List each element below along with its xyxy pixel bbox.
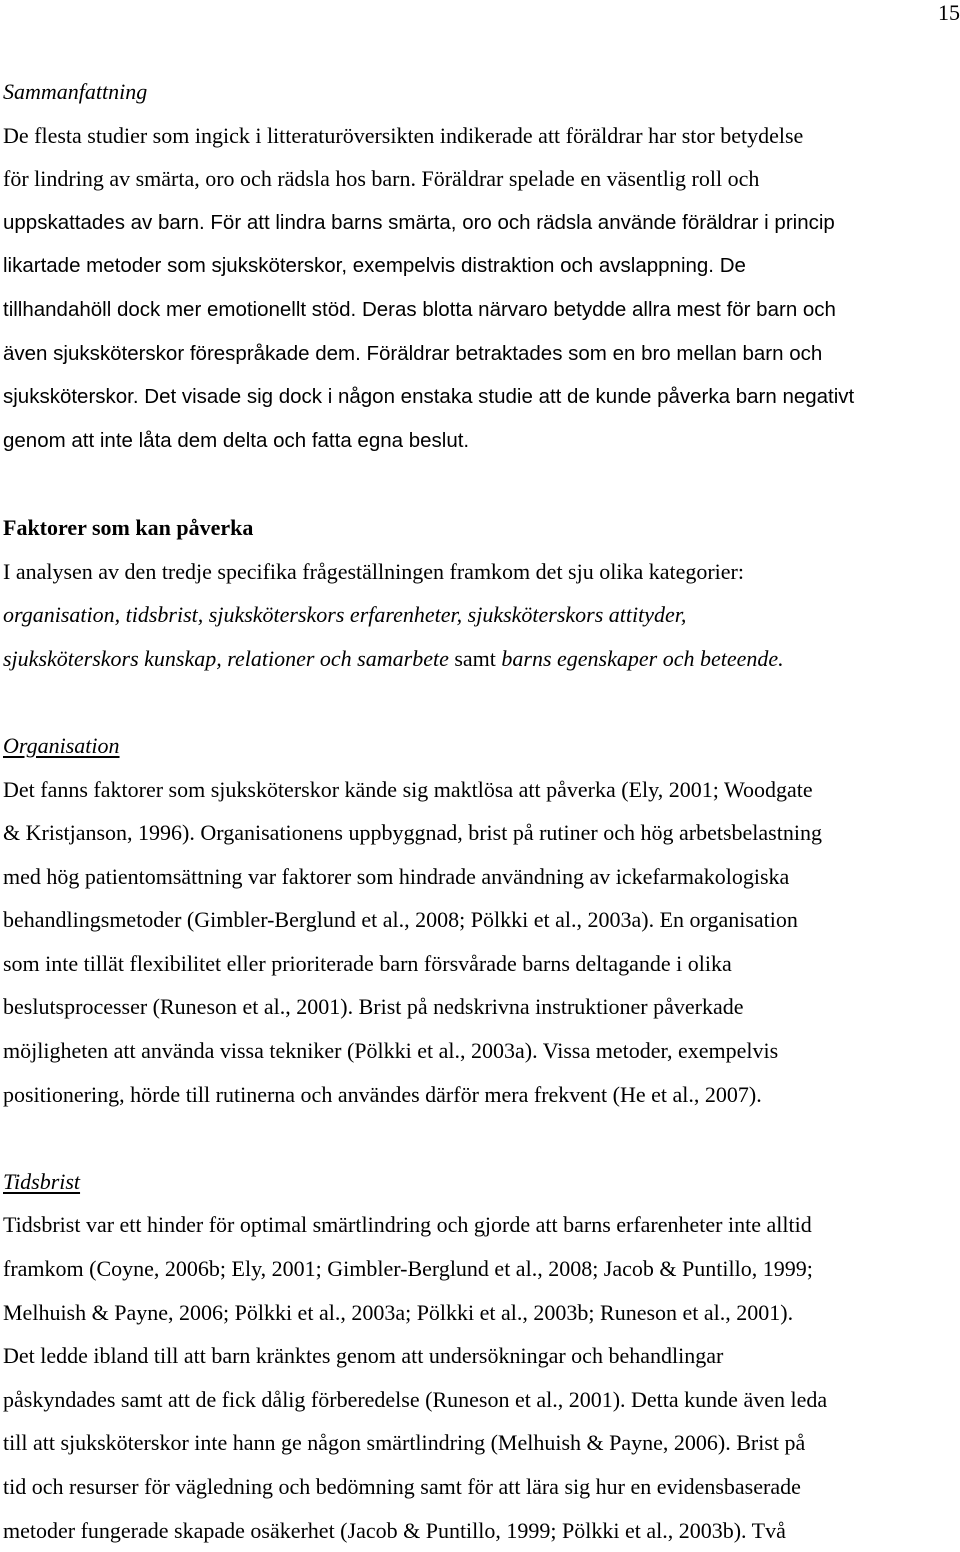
factors-categories: sjuksköterskors kunskap, relationer och samarbete: [3, 645, 449, 671]
factors-line: [3, 593, 960, 637]
summary-line: genom att inte låta dem delta och fatta egna beslut.: [3, 428, 470, 452]
spacer: [3, 462, 960, 506]
summary-heading: Sammanfattning: [3, 79, 148, 104]
tidsbrist-line: påskyndades samt att de fick dålig förberedelse (Runeson et al., 2001). Detta kunde även leda: [3, 1386, 828, 1412]
organisation-line: med hög patientomsättning var faktorer som hindrade användning av ickefarmakologiska: [3, 863, 790, 889]
tidsbrist-line: Melhuish & Payne, 2006; Pölkki et al., 2003a; Pölkki et al., 2003b; Runeson et al., 2001).: [3, 1299, 794, 1325]
page-number: 15: [938, 0, 960, 25]
spacer: [3, 1116, 960, 1160]
organisation-line: & Kristjanson, 1996). Organisationens uppbyggnad, brist på rutiner och hög arbetsbelastning: [3, 820, 822, 846]
tidsbrist-line: Tidsbrist var ett hinder för optimal smärtlindring och gjorde att barns erfarenheter inte alltid: [3, 1212, 812, 1238]
summary-line: sjuksköterskor. Det visade sig dock i någon enstaka studie att de kunde påverka barn negativt: [3, 385, 855, 409]
organisation-line: behandlingsmetoder (Gimbler-Berglund et al., 2008; Pölkki et al., 2003a). En organisation: [3, 907, 798, 933]
factors-categories: barns egenskaper och beteende.: [501, 645, 784, 671]
organisation-line: som inte tillät flexibilitet eller prioriterade barn försvårade barns deltagande i olika: [3, 950, 732, 976]
summary-section: [3, 70, 960, 462]
summary-paragraph: [3, 114, 960, 463]
summary-line: De flesta studier som ingick i litteraturöversikten indikerade att föräldrar har stor betydelse: [3, 122, 804, 148]
factors-line: I analysen av den tredje specifika frågeställningen framkom det sju olika kategorier:: [3, 558, 744, 584]
tidsbrist-line: tid och resurser för vägledning och bedömning samt för att lära sig hur en evidensbaserade: [3, 1474, 801, 1499]
summary-line-part: Föräldrar spelade en väsentlig roll och: [421, 166, 760, 192]
organisation-paragraph: [3, 768, 960, 1117]
factors-paragraph: [3, 550, 960, 681]
summary-line: [3, 157, 960, 201]
summary-line: tillhandahöll dock mer emotionellt stöd. Deras blotta närvaro betydde allra mest för barn och: [3, 297, 836, 321]
tidsbrist-heading: Tidsbrist: [3, 1168, 81, 1194]
organisation-line: positionering, hörde till rutinerna och användes därför mera frekvent (He et al., 2007).: [3, 1081, 762, 1107]
factors-categories: organisation, tidsbrist, sjuksköterskors erfarenheter, sjuksköterskors attityder,: [3, 602, 687, 628]
tidsbrist-line: Det ledde ibland till att barn kränktes genom att undersökningar och behandlingar: [3, 1343, 724, 1369]
tidsbrist-section: [3, 1160, 960, 1552]
tidsbrist-line: metoder fungerade skapade osäkerhet (Jacob & Puntillo, 1999; Pölkki et al., 2003b). Två: [3, 1517, 786, 1543]
tidsbrist-line: framkom (Coyne, 2006b; Ely, 2001; Gimbler-Berglund et al., 2008; Jacob & Puntillo, 1999;: [3, 1256, 813, 1282]
organisation-section: [3, 724, 960, 1116]
factors-conjunction: samt: [448, 645, 502, 671]
organisation-heading: Organisation: [3, 732, 120, 758]
tidsbrist-paragraph: [3, 1203, 960, 1552]
document-body: [3, 70, 960, 1552]
factors-line: [3, 637, 960, 681]
factors-section: [3, 506, 960, 680]
organisation-line: beslutsprocesser (Runeson et al., 2001). Brist på nedskrivna instruktioner påverkade: [3, 994, 744, 1020]
summary-line-part: för lindring av smärta, oro och rädsla hos barn.: [3, 166, 422, 192]
spacer: [3, 680, 960, 724]
summary-line: även sjuksköterskor förespråkade dem. Föräldrar betraktades som en bro mellan barn och: [3, 341, 823, 365]
summary-line: likartade metoder som sjuksköterskor, exempelvis distraktion och avslappning. De: [3, 254, 746, 278]
factors-heading: Faktorer som kan påverka: [3, 514, 254, 540]
organisation-line: möjligheten att använda vissa tekniker (Pölkki et al., 2003a). Vissa metoder, exempelvis: [3, 1038, 779, 1064]
organisation-line: Det fanns faktorer som sjuksköterskor kände sig maktlösa att påverka (Ely, 2001; Woodgate: [3, 776, 813, 802]
summary-line: uppskattades av barn. För att lindra barns smärta, oro och rädsla använde föräldrar i princip: [3, 210, 835, 234]
tidsbrist-line: till att sjuksköterskor inte hann ge någon smärtlindring (Melhuish & Payne, 2006). Brist på: [3, 1430, 806, 1456]
